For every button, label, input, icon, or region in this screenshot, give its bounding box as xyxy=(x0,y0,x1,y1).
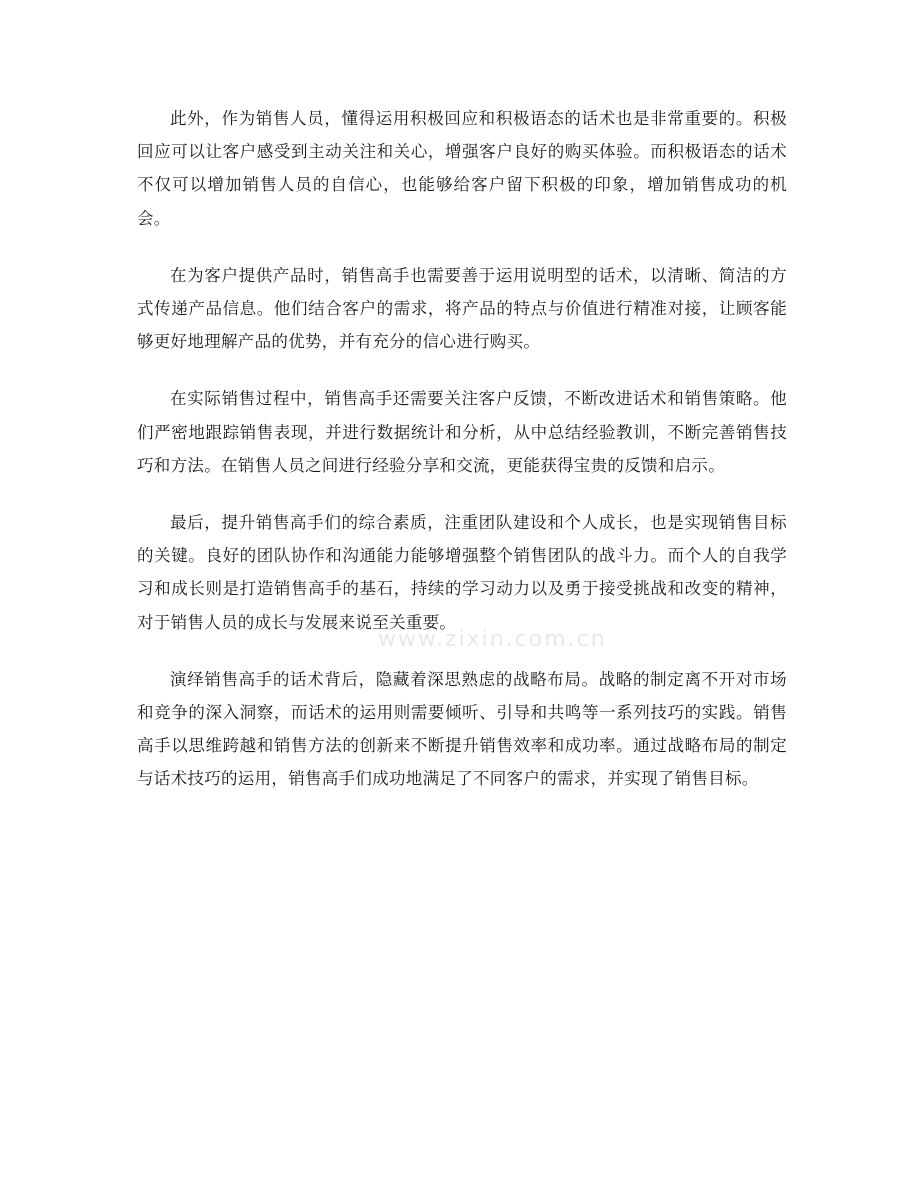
paragraph-2: 在为客户提供产品时，销售高手也需要善于运用说明型的话术，以清晰、简洁的方式传递产品信息。他们结合客户的需求，将产品的特点与价值进行精准对接，让顾客能够更好地理解产品的优势，并有充分的信心进行购买。 xyxy=(137,265,787,352)
document-body xyxy=(137,102,787,820)
paragraph-5: 演绎销售高手的话术背后，隐藏着深思熟虑的战略布局。战略的制定离不开对市场和竞争的深入洞察，而话术的运用则需要倾听、引导和共鸣等一系列技巧的实践。销售高手以思维跨越和销售方法的创新来不断提升销售效率和成功率。通过战略布局的制定与话术技巧的运用，销售高手们成功地满足了不同客户的需求，并实现了销售目标。 xyxy=(137,669,787,789)
watermark-text: www.zixin.com.cn xyxy=(378,627,607,652)
paragraph-1: 此外，作为销售人员，懂得运用积极回应和积极语态的话术也是非常重要的。积极回应可以让客户感受到主动关注和关心，增强客户良好的购买体验。而积极语态的话术不仅可以增加销售人员的自信心，也能够给客户留下积极的印象，增加销售成功的机会。 xyxy=(137,109,787,228)
paragraph-4: 最后，提升销售高手们的综合素质，注重团队建设和个人成长，也是实现销售目标的关键。良好的团队协作和沟通能力能够增强整个销售团队的战斗力。而个人的自我学习和成长则是打造销售高手的基石，持续的学习动力以及勇于接受挑战和改变的精神，对于销售人员的成长与发展来说至关重要。 xyxy=(137,513,787,632)
paragraph-3: 在实际销售过程中，销售高手还需要关注客户反馈，不断改进话术和销售策略。他们严密地跟踪销售表现，并进行数据统计和分析，从中总结经验教训，不断完善销售技巧和方法。在销售人员之间进行经验分享和交流，更能获得宝贵的反馈和启示。 xyxy=(137,389,787,475)
